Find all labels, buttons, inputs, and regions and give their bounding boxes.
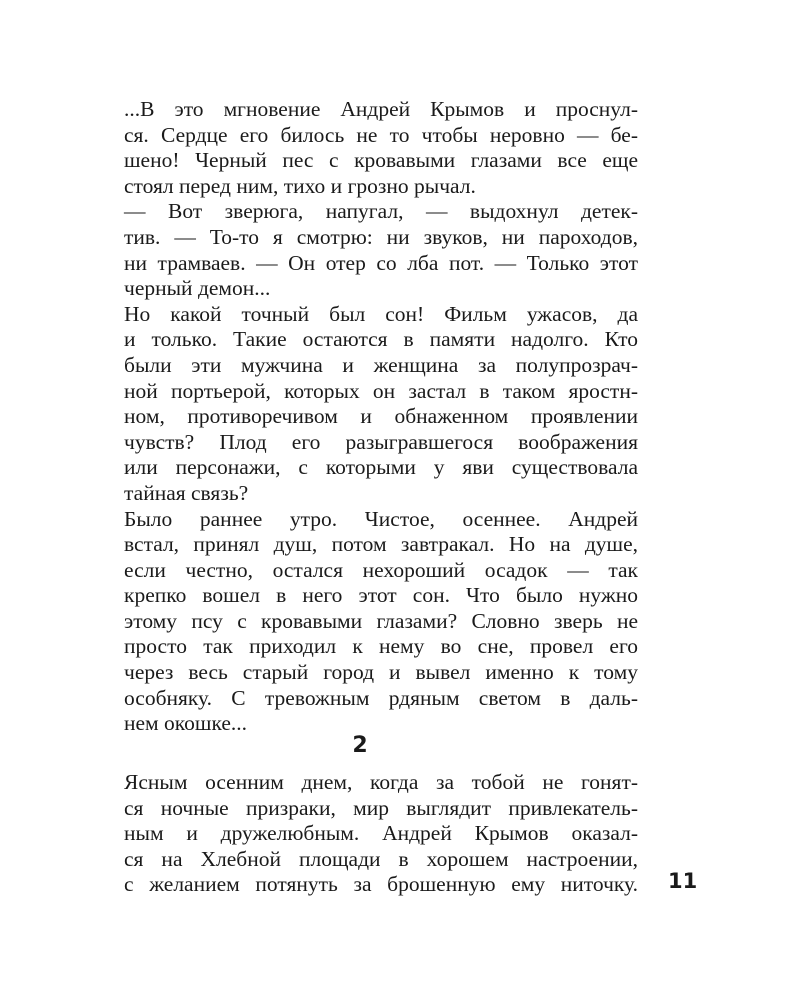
text-line: чувств? Плод его разыгравшегося воображения [124, 429, 638, 454]
text-line: черный демон... [124, 276, 271, 301]
text-line: если честно, остался нехороший осадок — так [124, 557, 638, 582]
text-line: Было раннее утро. Чистое, осеннее. Андрей [124, 506, 638, 531]
text-line: ся ночные призраки, мир выглядит привлекатель- [124, 795, 638, 820]
text-line: стоял перед ним, тихо и грозно рычал. [124, 173, 476, 198]
text-line: ной портьерой, которых он застал в таком яростн- [124, 378, 638, 403]
text-line: встал, принял душ, потом завтракал. Но на душе, [124, 532, 638, 557]
text-line: были эти мужчина и женщина за полупрозрач- [124, 352, 638, 377]
text-line: шено! Черный пес с кровавыми глазами все еще [124, 148, 638, 173]
text-line: и только. Такие остаются в памяти надолго. Кто [124, 327, 638, 352]
text-block-main [124, 97, 638, 737]
text-line: с желанием потянуть за брошенную ему ниточку. [124, 872, 638, 897]
text-line: тив. — То-то я смотрю: ни звуков, ни пароходов, [124, 224, 638, 249]
text-line: ни трамваев. — Он отер со лба пот. — Только этот [124, 250, 638, 275]
text-line: нем окошке... [124, 711, 248, 736]
text-line: крепко вошел в него этот сон. Что было нужно [124, 583, 638, 608]
page-number: 11 [668, 869, 698, 893]
text-block-chapter-2 [124, 770, 638, 898]
chapter-number: 2 [352, 733, 368, 758]
text-line: — Вот зверюга, напугал, — выдохнул детек- [124, 199, 638, 224]
text-line: ным и дружелюбным. Андрей Крымов оказал- [124, 821, 638, 846]
text-line: или персонажи, с которыми у яви существовала [124, 455, 638, 480]
text-line: через весь старый город и вывел именно к тому [124, 660, 638, 685]
text-line: особняку. С тревожным рдяным светом в даль- [124, 685, 638, 710]
text-line: этому псу с кровавыми глазами? Словно зверь не [124, 608, 638, 633]
text-line: просто так приходил к нему во сне, провел его [124, 634, 638, 659]
text-line: Но какой точный был сон! Фильм ужасов, да [124, 301, 638, 326]
text-line: ном, противоречивом и обнаженном проявлении [124, 404, 638, 429]
text-line: Ясным осенним днем, когда за тобой не гонят- [124, 770, 638, 794]
text-line: ...В это мгновение Андрей Крымов и проснул- [124, 97, 638, 121]
text-line: ся. Сердце его билось не то чтобы неровно — бе- [124, 122, 638, 147]
text-line: ся на Хлебной площади в хорошем настроении, [124, 846, 638, 871]
text-line: тайная связь? [124, 480, 249, 505]
